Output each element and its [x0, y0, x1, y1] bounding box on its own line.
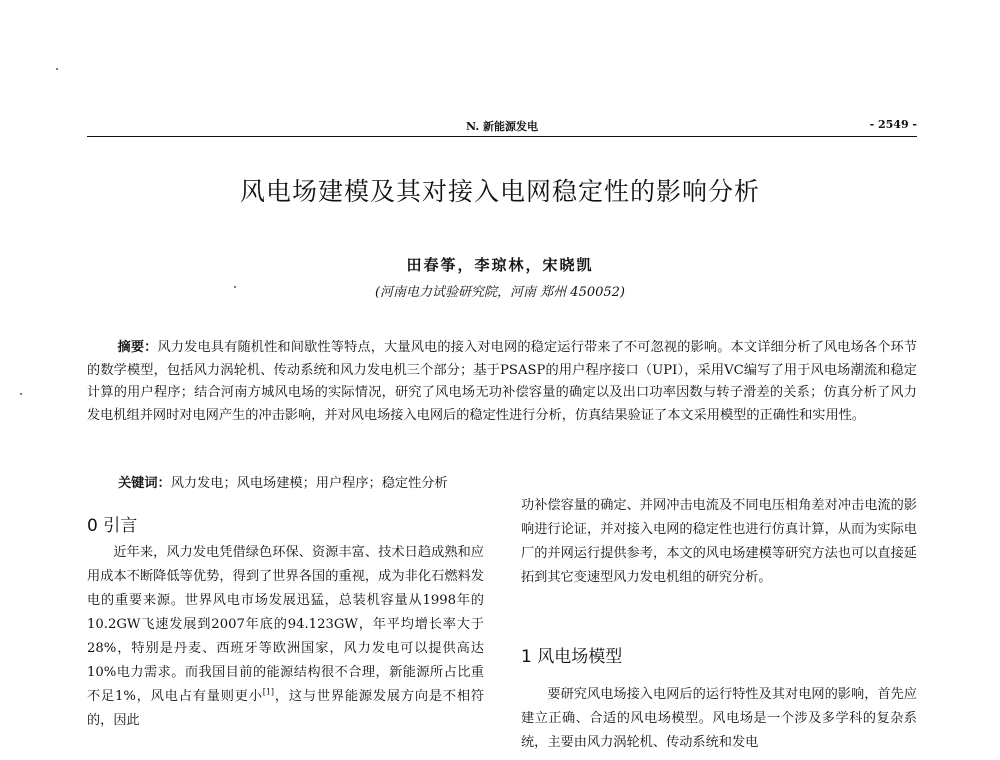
running-header [87, 118, 917, 134]
page-number: - 2549 - [869, 118, 917, 131]
section-heading-introduction: 0 引言 [87, 516, 138, 536]
abstract [87, 337, 917, 427]
left-column [87, 541, 484, 733]
abstract-text: 风力发电具有随机性和间歇性等特点，大量风电的接入对电网的稳定运行带来了不可忽视的影响。本文详细分析了风电场各个环节的数学模型，包括风力涡轮机、传动系统和风力发电机三个部分；基于PSASP的用户程序接口（UPI），采用VC编写了用于风电场潮流和稳定计算的用户程序；结合河南方城风电场的实际情况，研究了风电场无功补偿容量的确定以及出口功率因数与转子滑差的关系；仿真分析了风力发电机组并网时对电网产生的冲击影响，并对风电场接入电网后的稳定性进行分析，仿真结果验证了本文采用模型的正确性和实用性。 [87, 340, 917, 423]
paper-affiliation: (河南电力试验研究院，河南 郑州 450052) [374, 285, 626, 300]
continuation-paragraph: 功补偿容量的确定、并网冲击电流及不同电压相角差对冲击电流的影响进行论证，并对接入电网的稳定性也进行仿真计算，从而为实际电厂的并网运行提供参考，本文的风电场建模等研究方法也可以直接延拓到其它变速型风力发电机组的研究分析。 [521, 498, 917, 585]
keywords-label: 关键词： [118, 476, 171, 491]
scan-speck [56, 68, 58, 70]
abstract-label: 摘要： [117, 340, 158, 355]
keywords-text: 风力发电；风电场建模；用户程序；稳定性分析 [170, 476, 448, 491]
header-section: N. 新能源发电 [465, 120, 538, 133]
scan-speck [20, 393, 22, 395]
introduction-text-tail: ，这与世界能源发展方向是不相符的，因此 [87, 689, 485, 728]
introduction-text: 近年来，风力发电凭借绿色环保、资源丰富、技术日趋成熟和应用成本不断降低等优势，得到了世界各国的重视，成为非化石燃料发电的重要来源。世界风电市场发展迅猛，总装机容量从1998年的10.2GW飞速发展到2007年底的94.123GW，年平均增长率大于28%，特别是丹麦、西班牙等欧洲国家，风力发电可以提供高达10%电力需求。而我国目前的能源结构很不合理，新能源所占比重不足1%，风电占有量则更小 [87, 545, 484, 704]
section-heading-wind-farm-model: 1 风电场模型 [521, 647, 623, 667]
keywords [118, 472, 448, 491]
citation-ref: [1] [262, 687, 275, 697]
right-column [521, 494, 917, 590]
paper-authors: 田春筝，李琼林，宋晓凯 [406, 256, 594, 274]
section1-column [521, 683, 917, 755]
introduction-paragraph [87, 541, 484, 733]
header-rule [87, 136, 917, 137]
section1-paragraph: 要研究风电场接入电网后的运行特性及其对电网的影响，首先应建立正确、合适的风电场模型。风电场是一个涉及多学科的复杂系统，主要由风力涡轮机、传动系统和发电 [521, 687, 917, 750]
paper-title: 风电场建模及其对接入电网稳定性的影响分析 [239, 177, 760, 206]
